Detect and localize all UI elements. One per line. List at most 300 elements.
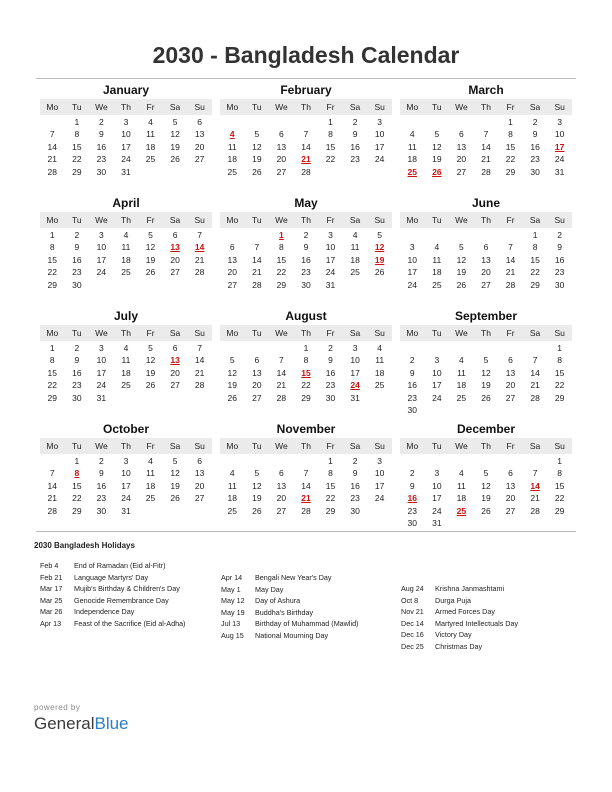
week-row: [40, 505, 212, 517]
weekday-label: Tu: [432, 215, 442, 225]
day-cell: 20: [194, 141, 205, 152]
brand-name-part2: Blue: [94, 714, 129, 733]
day-cell: 19: [170, 480, 180, 491]
weekday-label: Fr: [506, 215, 515, 225]
holiday-column: [401, 583, 518, 652]
day-cell: 16: [96, 141, 107, 152]
weekday-label: Su: [194, 441, 205, 451]
day-cell: 30: [554, 279, 565, 290]
holiday-column: [221, 572, 358, 641]
day-cell: 7: [303, 468, 309, 478]
day-cell: 20: [194, 480, 205, 491]
day-cell: 24: [374, 493, 385, 503]
holiday-entry: [221, 630, 358, 642]
week-row: [220, 505, 392, 517]
day-cell: 13: [276, 141, 287, 152]
month-name: July: [113, 309, 138, 323]
day-cell: 22: [530, 267, 540, 277]
week-row: [40, 166, 212, 178]
day-cell: 5: [483, 355, 489, 365]
weekday-label: Fr: [506, 102, 515, 112]
day-cell: 24: [121, 154, 131, 164]
day-cell: 12: [145, 242, 156, 252]
day-cell: 2: [99, 455, 104, 466]
weekday-label: Sa: [349, 215, 361, 225]
day-cell: 10: [325, 242, 336, 252]
weekday-label: We: [95, 441, 108, 451]
day-cell: 9: [99, 468, 104, 478]
day-cell: 6: [483, 242, 489, 252]
day-cell: 2: [328, 342, 333, 353]
holiday-date-label: Dec 16: [401, 630, 424, 640]
day-cell: 18: [145, 480, 156, 491]
week-row: [40, 392, 212, 404]
weekday-label: Sa: [349, 102, 361, 112]
week-row: [400, 342, 572, 354]
day-cell: 24: [96, 267, 107, 277]
day-cell: 12: [170, 129, 180, 139]
day-cell: 10: [96, 242, 107, 252]
weekday-label: Sa: [169, 215, 181, 225]
weekday-label: Tu: [252, 328, 262, 338]
day-cell: 14: [301, 480, 311, 491]
weekday-header: [40, 438, 212, 454]
day-cell: 26: [456, 279, 467, 290]
holiday-name: National Mourning Day: [255, 630, 329, 640]
day-cell: 29: [554, 505, 565, 516]
month-april: [36, 192, 216, 305]
day-cell: 22: [301, 380, 311, 390]
day-cell: 1: [532, 229, 538, 240]
weekday-label: Mo: [406, 328, 419, 338]
month-october: [36, 418, 216, 531]
weekday-label: Sa: [169, 441, 181, 451]
weekday-label: Mo: [406, 215, 419, 225]
weekday-header: [400, 212, 572, 228]
day-cell: 21: [194, 367, 205, 378]
day-cell: 29: [505, 166, 516, 177]
day-cell: 27: [194, 493, 205, 503]
week-row: [220, 153, 392, 165]
week-row: [40, 367, 212, 379]
weekday-label: Sa: [349, 328, 361, 338]
day-cell: 3: [99, 342, 104, 353]
day-cell: 31: [121, 505, 131, 516]
brand-name-part1: General: [34, 714, 95, 733]
day-cell: 7: [279, 355, 284, 365]
weekday-label: Su: [194, 328, 205, 338]
day-cell: 7: [532, 355, 538, 365]
weekday-label: Su: [554, 441, 565, 451]
footer: [34, 703, 129, 734]
day-cell: 16: [407, 380, 418, 390]
weekday-label: Mo: [406, 102, 419, 112]
day-cell: 2: [409, 468, 415, 478]
day-cell: 6: [279, 468, 284, 478]
day-cell: 6: [197, 455, 203, 466]
day-cell: 22: [276, 267, 287, 277]
month-august: [216, 305, 396, 418]
week-row: [400, 505, 572, 517]
day-cell: 1: [49, 342, 55, 353]
day-cell: 9: [328, 355, 333, 365]
holiday-entry: [40, 606, 185, 618]
day-cell: 3: [352, 342, 358, 353]
day-cell: 31: [325, 279, 336, 290]
day-cell: 30: [72, 392, 82, 403]
day-cell: 3: [434, 355, 440, 365]
holiday-name: Day of Ashura: [255, 596, 301, 606]
week-row: [400, 480, 572, 492]
month-june: [396, 192, 576, 305]
day-cell: 27: [252, 392, 262, 403]
holiday-name: Victory Day: [435, 630, 472, 640]
week-row: [400, 279, 572, 291]
weekday-label: Th: [481, 328, 491, 338]
day-cell: 9: [352, 468, 358, 478]
week-row: [400, 241, 572, 253]
day-cell: 14: [194, 355, 205, 365]
day-cell: 28: [530, 505, 540, 516]
holidays-title: 2030 Bangladesh Holidays: [34, 541, 135, 550]
day-cell: 8: [532, 242, 538, 252]
day-cell: 2: [409, 355, 415, 365]
day-cell: 4: [229, 468, 235, 478]
day-cell: 15: [325, 141, 336, 152]
weekday-label: Fr: [326, 215, 335, 225]
week-row: [40, 279, 212, 291]
day-cell: 27: [456, 166, 467, 177]
day-cell: 21: [252, 267, 262, 277]
holiday-date-label: May 12: [221, 596, 245, 606]
weekday-label: Sa: [169, 102, 181, 112]
holiday-date-label: Jul 13: [221, 619, 241, 629]
day-cell: 28: [194, 380, 205, 390]
week-row: [40, 455, 212, 467]
day-cell: 12: [252, 141, 262, 152]
day-cell: 19: [481, 493, 491, 503]
weekday-label: We: [455, 102, 468, 112]
week-row: [40, 241, 212, 253]
holiday-date: 17: [554, 141, 565, 152]
day-cell: 2: [532, 116, 538, 127]
day-cell: 14: [530, 367, 540, 378]
weekday-label: Sa: [529, 441, 541, 451]
day-cell: 6: [279, 129, 284, 139]
day-cell: 19: [170, 141, 180, 152]
day-cell: 25: [374, 380, 385, 390]
day-cell: 27: [505, 505, 516, 516]
week-row: [220, 279, 392, 291]
day-cell: 29: [554, 392, 565, 403]
holiday-date-label: Nov 21: [401, 607, 424, 617]
week-row: [220, 392, 392, 404]
day-cell: 18: [456, 380, 467, 390]
day-cell: 28: [47, 166, 58, 177]
holiday-date-label: Mar 25: [40, 595, 63, 605]
weekday-label: Su: [554, 328, 565, 338]
week-row: [220, 128, 392, 140]
day-cell: 17: [121, 141, 131, 152]
day-cell: 15: [276, 254, 287, 265]
weekday-header: [40, 325, 212, 341]
month-september: [396, 305, 576, 418]
day-cell: 8: [49, 242, 55, 252]
weekday-label: We: [275, 215, 288, 225]
day-cell: 3: [557, 116, 563, 127]
week-row: [220, 266, 392, 278]
holiday-date: 25: [456, 505, 467, 516]
day-cell: 23: [325, 380, 336, 390]
day-cell: 3: [377, 116, 383, 127]
day-cell: 15: [554, 480, 565, 491]
day-cell: 14: [505, 254, 516, 265]
holiday-entry: [401, 641, 518, 653]
day-cell: 18: [227, 154, 238, 164]
day-cell: 21: [194, 254, 205, 265]
day-cell: 15: [325, 480, 336, 491]
day-cell: 26: [145, 267, 156, 277]
week-row: [220, 480, 392, 492]
day-cell: 26: [481, 505, 491, 516]
day-cell: 10: [407, 254, 418, 265]
weekday-label: Sa: [529, 215, 541, 225]
holiday-name: Mujib's Birthday & Children's Day: [74, 584, 180, 594]
month-november: [216, 418, 396, 531]
day-cell: 5: [377, 229, 383, 240]
day-cell: 16: [350, 480, 360, 491]
day-cell: 16: [325, 367, 336, 378]
weekday-label: Th: [121, 102, 131, 112]
week-row: [220, 467, 392, 479]
weekday-label: Th: [301, 441, 311, 451]
week-row: [220, 354, 392, 366]
day-cell: 13: [194, 468, 205, 478]
day-cell: 10: [121, 129, 131, 139]
day-cell: 27: [227, 279, 238, 290]
weekday-label: Su: [554, 215, 565, 225]
day-cell: 30: [407, 405, 418, 415]
month-name: February: [280, 83, 332, 97]
day-cell: 27: [276, 505, 287, 516]
day-cell: 28: [252, 279, 262, 290]
weekday-label: Sa: [169, 328, 181, 338]
day-cell: 20: [170, 367, 180, 378]
holiday-date-label: May 19: [221, 607, 245, 617]
day-cell: 23: [301, 267, 311, 277]
day-cell: 23: [96, 493, 107, 503]
day-cell: 14: [481, 141, 491, 152]
day-cell: 22: [72, 493, 82, 503]
week-row: [400, 379, 572, 391]
day-cell: 14: [47, 480, 58, 491]
day-cell: 25: [432, 279, 442, 290]
holiday-date: 13: [170, 242, 180, 252]
week-row: [400, 354, 572, 366]
holiday-date: 16: [407, 493, 418, 503]
day-cell: 29: [72, 505, 82, 516]
day-cell: 9: [74, 242, 80, 252]
weekday-label: Tu: [72, 215, 82, 225]
holiday-column: [40, 560, 185, 629]
month-january: [36, 79, 216, 192]
day-cell: 17: [121, 480, 131, 491]
weekday-label: Tu: [72, 102, 82, 112]
weekday-label: Su: [374, 215, 385, 225]
day-cell: 29: [530, 279, 540, 290]
day-cell: 11: [375, 355, 385, 365]
weekday-label: Sa: [349, 441, 361, 451]
holiday-name: Buddha's Birthday: [255, 607, 314, 617]
week-row: [400, 467, 572, 479]
weekday-label: We: [95, 215, 108, 225]
week-row: [220, 116, 392, 128]
day-cell: 11: [146, 468, 155, 478]
day-cell: 24: [432, 505, 442, 516]
day-cell: 15: [505, 141, 516, 152]
day-cell: 10: [374, 129, 385, 139]
week-row: [220, 379, 392, 391]
weekday-label: Su: [194, 102, 205, 112]
day-cell: 7: [508, 242, 513, 252]
weekday-label: Fr: [326, 102, 335, 112]
day-cell: 26: [374, 267, 385, 277]
day-cell: 4: [459, 468, 464, 478]
day-cell: 8: [74, 129, 80, 139]
day-cell: 13: [505, 367, 516, 378]
weekday-label: Th: [121, 328, 131, 338]
day-cell: 4: [459, 355, 464, 365]
holiday-date-label: Mar 17: [40, 584, 63, 594]
day-cell: 30: [301, 279, 311, 290]
day-cell: 2: [557, 229, 563, 240]
day-cell: 17: [407, 267, 418, 277]
weekday-header: [40, 99, 212, 115]
powered-by-text: powered by: [34, 703, 81, 712]
day-cell: 11: [121, 355, 131, 365]
day-cell: 4: [409, 129, 415, 139]
day-cell: 6: [508, 468, 513, 478]
weekday-label: Mo: [46, 102, 59, 112]
day-cell: 23: [72, 267, 82, 277]
month-may: [216, 192, 396, 305]
holiday-name: May Day: [255, 584, 284, 594]
day-cell: 24: [374, 154, 385, 164]
holiday-entry: [40, 560, 185, 572]
day-cell: 28: [505, 279, 516, 290]
holiday-date-label: Mar 26: [40, 607, 63, 617]
day-cell: 28: [301, 166, 311, 177]
day-cell: 1: [328, 455, 333, 466]
weekday-header: [400, 438, 572, 454]
day-cell: 12: [252, 480, 262, 491]
day-cell: 17: [96, 367, 107, 378]
day-cell: 19: [227, 380, 238, 390]
day-cell: 18: [432, 267, 442, 277]
holiday-entry: [40, 595, 185, 607]
month-name: November: [276, 422, 336, 436]
holiday-entry: [401, 629, 518, 641]
day-cell: 24: [407, 279, 418, 290]
holiday-date: 19: [374, 254, 385, 265]
weekday-label: Tu: [72, 441, 82, 451]
day-cell: 3: [434, 468, 440, 478]
weekday-label: Mo: [46, 215, 59, 225]
day-cell: 10: [96, 355, 107, 365]
holiday-date: 4: [229, 129, 235, 139]
day-cell: 24: [96, 380, 107, 390]
day-cell: 5: [148, 229, 153, 240]
day-cell: 21: [47, 154, 58, 164]
weekday-label: We: [275, 102, 288, 112]
weekday-label: Sa: [529, 328, 541, 338]
holiday-date-label: Dec 14: [401, 618, 424, 628]
day-cell: 20: [276, 154, 287, 164]
day-cell: 30: [72, 279, 82, 290]
day-cell: 6: [172, 229, 178, 240]
day-cell: 2: [99, 116, 104, 127]
day-cell: 24: [432, 392, 442, 403]
weekday-label: Mo: [226, 102, 239, 112]
month-name: January: [102, 83, 150, 97]
week-row: [220, 241, 392, 253]
day-cell: 29: [301, 392, 311, 403]
day-cell: 9: [352, 129, 358, 139]
holiday-date: 14: [194, 242, 205, 252]
week-row: [400, 367, 572, 379]
day-cell: 7: [303, 129, 309, 139]
day-cell: 7: [197, 342, 203, 353]
day-cell: 27: [194, 154, 205, 164]
holiday-entry: [40, 583, 185, 595]
day-cell: 6: [508, 355, 513, 365]
month-february: [216, 79, 396, 192]
day-cell: 13: [227, 254, 238, 265]
holiday-date: 25: [407, 166, 418, 177]
month-july: [36, 305, 216, 418]
day-cell: 13: [252, 367, 262, 378]
week-row: [40, 266, 212, 278]
holiday-name: Bengali New Year's Day: [255, 573, 332, 583]
day-cell: 23: [530, 154, 540, 164]
day-cell: 18: [407, 154, 418, 164]
weekday-label: Th: [121, 441, 131, 451]
weekday-header: [400, 325, 572, 341]
day-cell: 23: [96, 154, 107, 164]
holiday-entry: [221, 584, 358, 596]
holiday-date-label: Feb 21: [40, 572, 63, 582]
weekday-label: Su: [554, 102, 565, 112]
week-row: [40, 141, 212, 153]
day-cell: 20: [481, 267, 491, 277]
day-cell: 27: [505, 392, 516, 403]
day-cell: 26: [252, 505, 262, 516]
day-cell: 16: [530, 141, 540, 152]
week-row: [400, 455, 572, 467]
weekday-header: [220, 99, 392, 115]
week-row: [40, 492, 212, 504]
day-cell: 13: [276, 480, 287, 491]
day-cell: 30: [350, 505, 360, 516]
month-name: June: [471, 196, 500, 210]
day-cell: 4: [123, 342, 129, 353]
day-cell: 27: [276, 166, 287, 177]
day-cell: 20: [276, 493, 287, 503]
day-cell: 11: [350, 242, 360, 252]
weekday-header: [220, 438, 392, 454]
day-cell: 15: [47, 254, 58, 265]
holiday-date-label: Dec 25: [401, 641, 424, 651]
